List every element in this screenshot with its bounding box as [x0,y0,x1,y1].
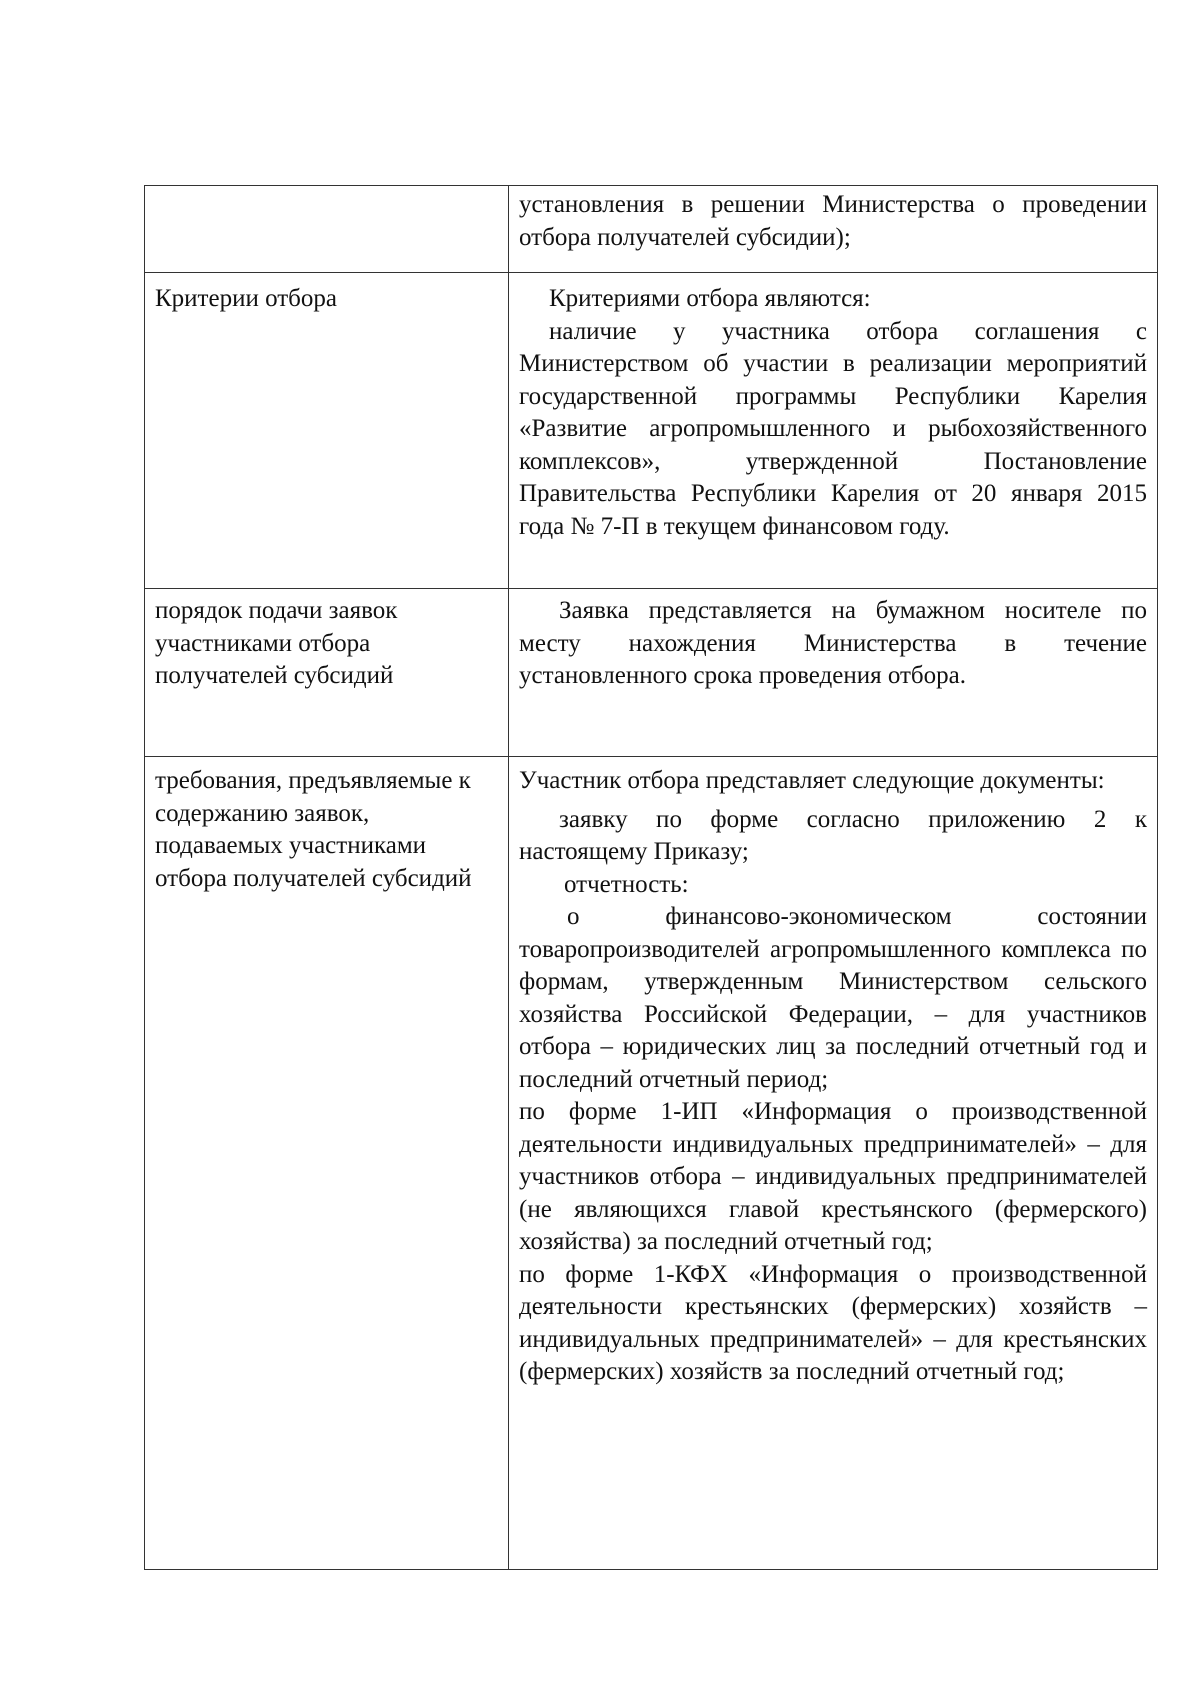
row-label-cell: порядок подачи заявок участниками отбора получателей субсидий [145,589,509,757]
table-row [145,273,1158,589]
row-content-cell [509,273,1158,589]
row-label-cell: Критерии отбора [145,273,509,589]
paragraph: Заявка представляется на бумажном носителе по месту нахождения Министерства в течение установленного срока проведения отбора. [519,597,1147,689]
table-row [145,757,1158,1570]
row-content-cell [509,757,1158,1570]
row-label-cell: требования, предъявляемые к содержанию заявок, подаваемых участниками отбора получателей субсидий [145,757,509,1570]
paragraph: заявку по форме согласно приложению 2 к настоящему Приказу; [519,805,1147,865]
row-label-cell [145,186,509,273]
paragraph: отчетность: [564,870,689,898]
row-content-cell [509,589,1158,757]
paragraph: по форме 1-КФХ «Информация о производственной деятельности крестьянских (фермерских) хозяйств – индивидуальных предпринимателей» – для крестьянских (фермерских) хозяйств за последний отчетный год; [519,1260,1147,1385]
table-row [145,186,1158,273]
paragraph: установления в решении Министерства о проведении отбора получателей субсидии); [519,191,1147,251]
criteria-table [144,185,1158,1570]
row-content-cell [509,186,1158,273]
paragraph: Критериями отбора являются: [549,285,871,312]
paragraph: о финансово-экономическом состоянии товаропроизводителей агропромышленного комплекса по формам, утвержденным Министерством сельского хозяйства Российской Федерации, – для участников отбора – юридических лиц за последний отчетный год и последний отчетный период; [519,903,1147,1093]
table-row [145,589,1158,757]
paragraph: Участник отбора представляет следующие документы: [519,767,1105,794]
paragraph: по форме 1-ИП «Информация о производственной деятельности индивидуальных предпринимателей» – для участников отбора – индивидуальных предпринимателей (не являющихся главой крестьянского (фермерского) хозяйства) за последний отчетный год; [519,1098,1147,1255]
paragraph: наличие у участника отбора соглашения с Министерством об участии в реализации мероприятий государственной программы Республики Карелия «Развитие агропромышленного и рыбохозяйственного комплексов», утвержденной Постановление Правительства Республики Карелия от 20 января 2015 года № 7-П в текущем финансовом году. [519,317,1147,540]
